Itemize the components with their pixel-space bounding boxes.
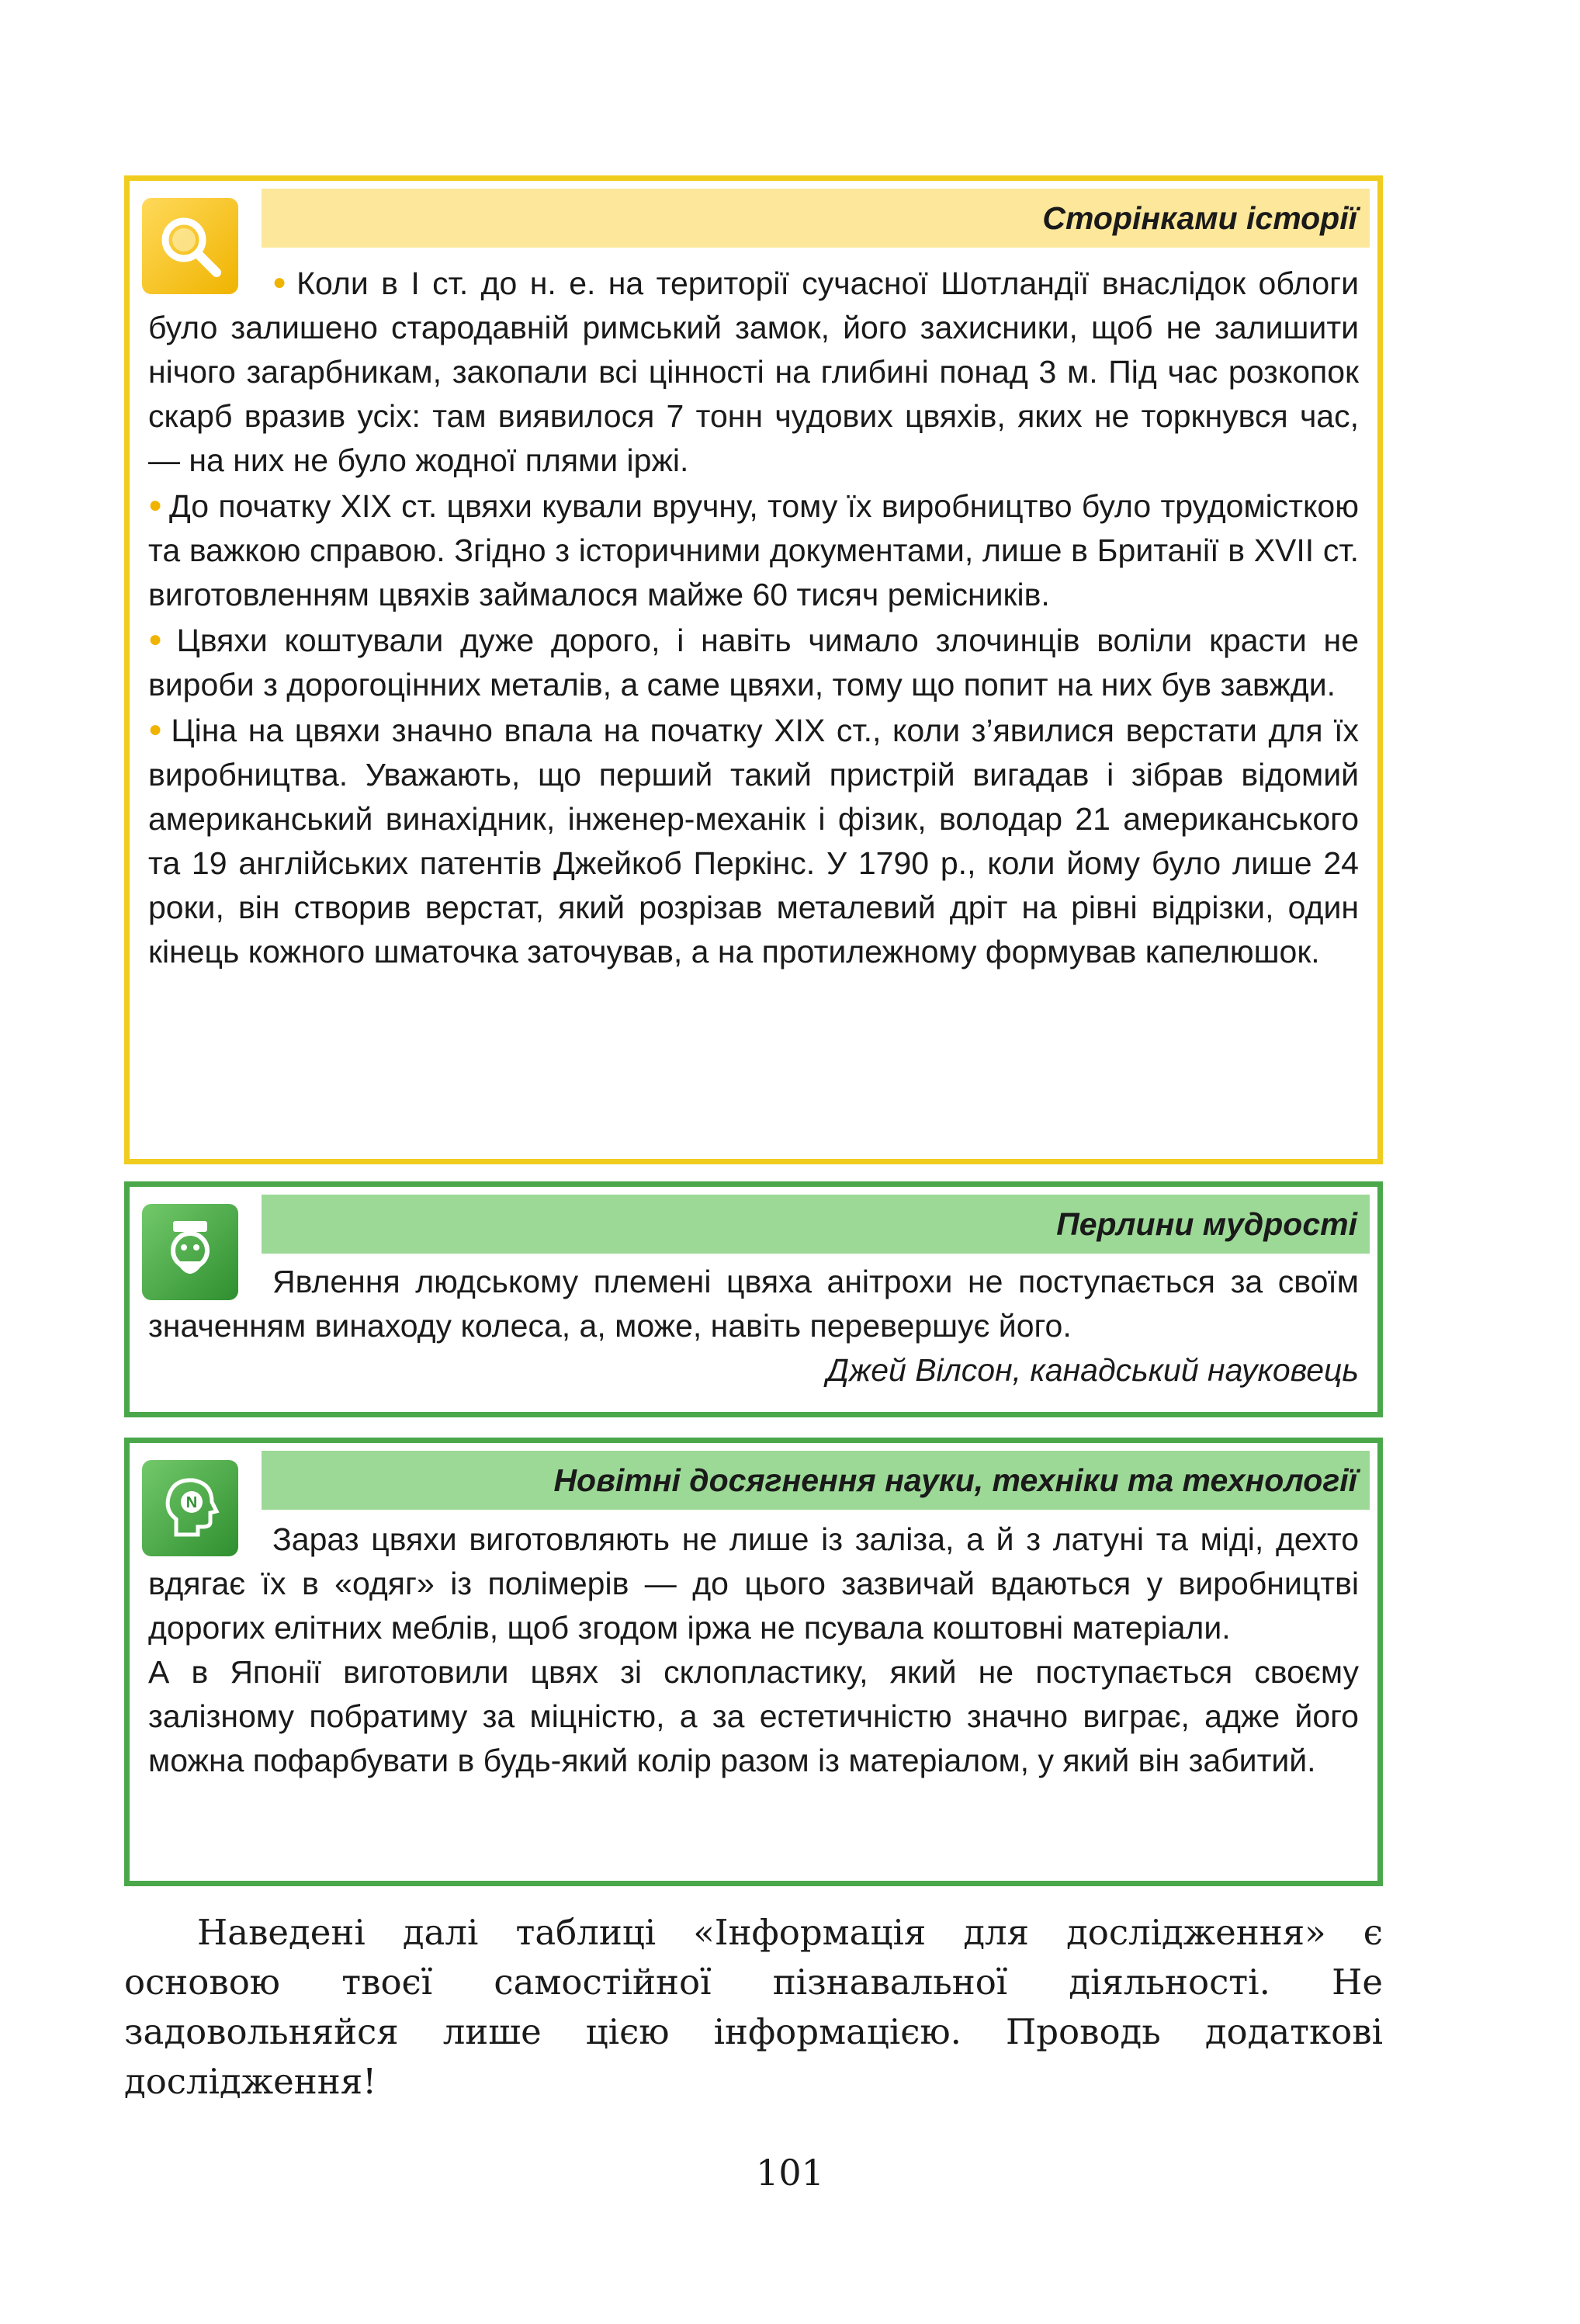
svg-text:N: N	[185, 1494, 198, 1511]
science-box-title: Новітні досягнення науки, техніки та технології	[553, 1462, 1357, 1498]
bullet-icon: ●	[148, 626, 171, 652]
bullet-icon: ●	[272, 269, 291, 295]
history-item: ● До початку XIX ст. цвяхи кували вручну, тому їх виробництво було трудомісткою та важкою справою. Згідно з історичними документами, лише в Британії в XVII ст. виготовленням цвяхів займалося майже 60 тисяч ремісників.	[148, 488, 1359, 612]
wisdom-box-header	[262, 1195, 1370, 1254]
history-box-title: Сторінками історії	[1042, 199, 1357, 236]
science-box-header	[262, 1451, 1370, 1510]
bullet-icon: ●	[148, 716, 165, 742]
history-item: ● Ціна на цвяхи значно впала на початку XIX ст., коли з’явилися верстати для їх виробництва. Уважають, що перший такий пристрій вигадав і зібрав відомий американський винахідник, інженер-механік і фізик, володар 21 американського та 19 англійських патентів Джейкоб Перкінс. У 1790 р., коли йому було лише 24 роки, він створив верстат, який розрізав металевий дріт на рівні відрізки, один кінець кожного шматочка заточував, а на протилежному формував капелюшок.	[148, 713, 1359, 969]
bullet-icon: ●	[148, 492, 164, 518]
history-box-body	[148, 260, 1359, 974]
wisdom-author: Джей Вілсон, канадський науковець	[826, 1352, 1359, 1388]
page-number: 101	[756, 2152, 824, 2194]
history-box-header	[262, 189, 1370, 248]
wisdom-quote: Явлення людському племені цвяха анітрохи не поступається за своїм значенням винаходу колеса, а, може, навіть перевершує його.	[148, 1264, 1359, 1344]
science-box-body	[148, 1518, 1359, 1783]
history-item: ● Цвяхи коштували дуже дорого, і навіть чимало злочинців воліли красти не вироби з дорогоцінних металів, а саме цвяхи, тому що попит на них був завжди.	[148, 623, 1359, 702]
science-paragraph: А в Японії виготовили цвях зі склопластику, який не поступається своєму залізному побратиму за міцністю, а за естетичністю значно виграє, адже його можна пофарбувати в будь-який колір разом із матеріалом, у який він забитий.	[148, 1654, 1359, 1778]
wisdom-box-body	[148, 1260, 1359, 1393]
wisdom-box	[124, 1181, 1383, 1417]
main-paragraph: Наведені далі таблиці «Інформація для дослідження» є основою твоєї самостійної пізнавальної діяльності. Не задовольняйся лише цією інформацією. Проводь додаткові дослідження!	[124, 1912, 1383, 2102]
history-box	[124, 175, 1383, 1164]
history-item: ● Коли в І ст. до н. е. на території сучасної Шотландії внаслідок облоги було залишено стародавній римський замок, його захисники, щоб не залишити нічого загарбникам, закопали всі цінності на глибині понад 3 м. Під час розкопок скарб вразив усіх: там виявилося 7 тонн чудових цвяхів, яких не торкнувся час, — на них не було жодної плями іржі.	[148, 265, 1360, 478]
wisdom-box-title: Перлини мудрості	[1056, 1205, 1357, 1242]
science-box	[124, 1438, 1383, 1886]
science-paragraph: Зараз цвяхи виготовляють не лише із заліза, а й з латуні та міді, дехто вдягає їх в «одяг» із полімерів — до цього зазвичай вдаються у виробництві дорогих елітних меблів, щоб згодом іржа не псувала коштовні матеріали.	[148, 1521, 1359, 1646]
